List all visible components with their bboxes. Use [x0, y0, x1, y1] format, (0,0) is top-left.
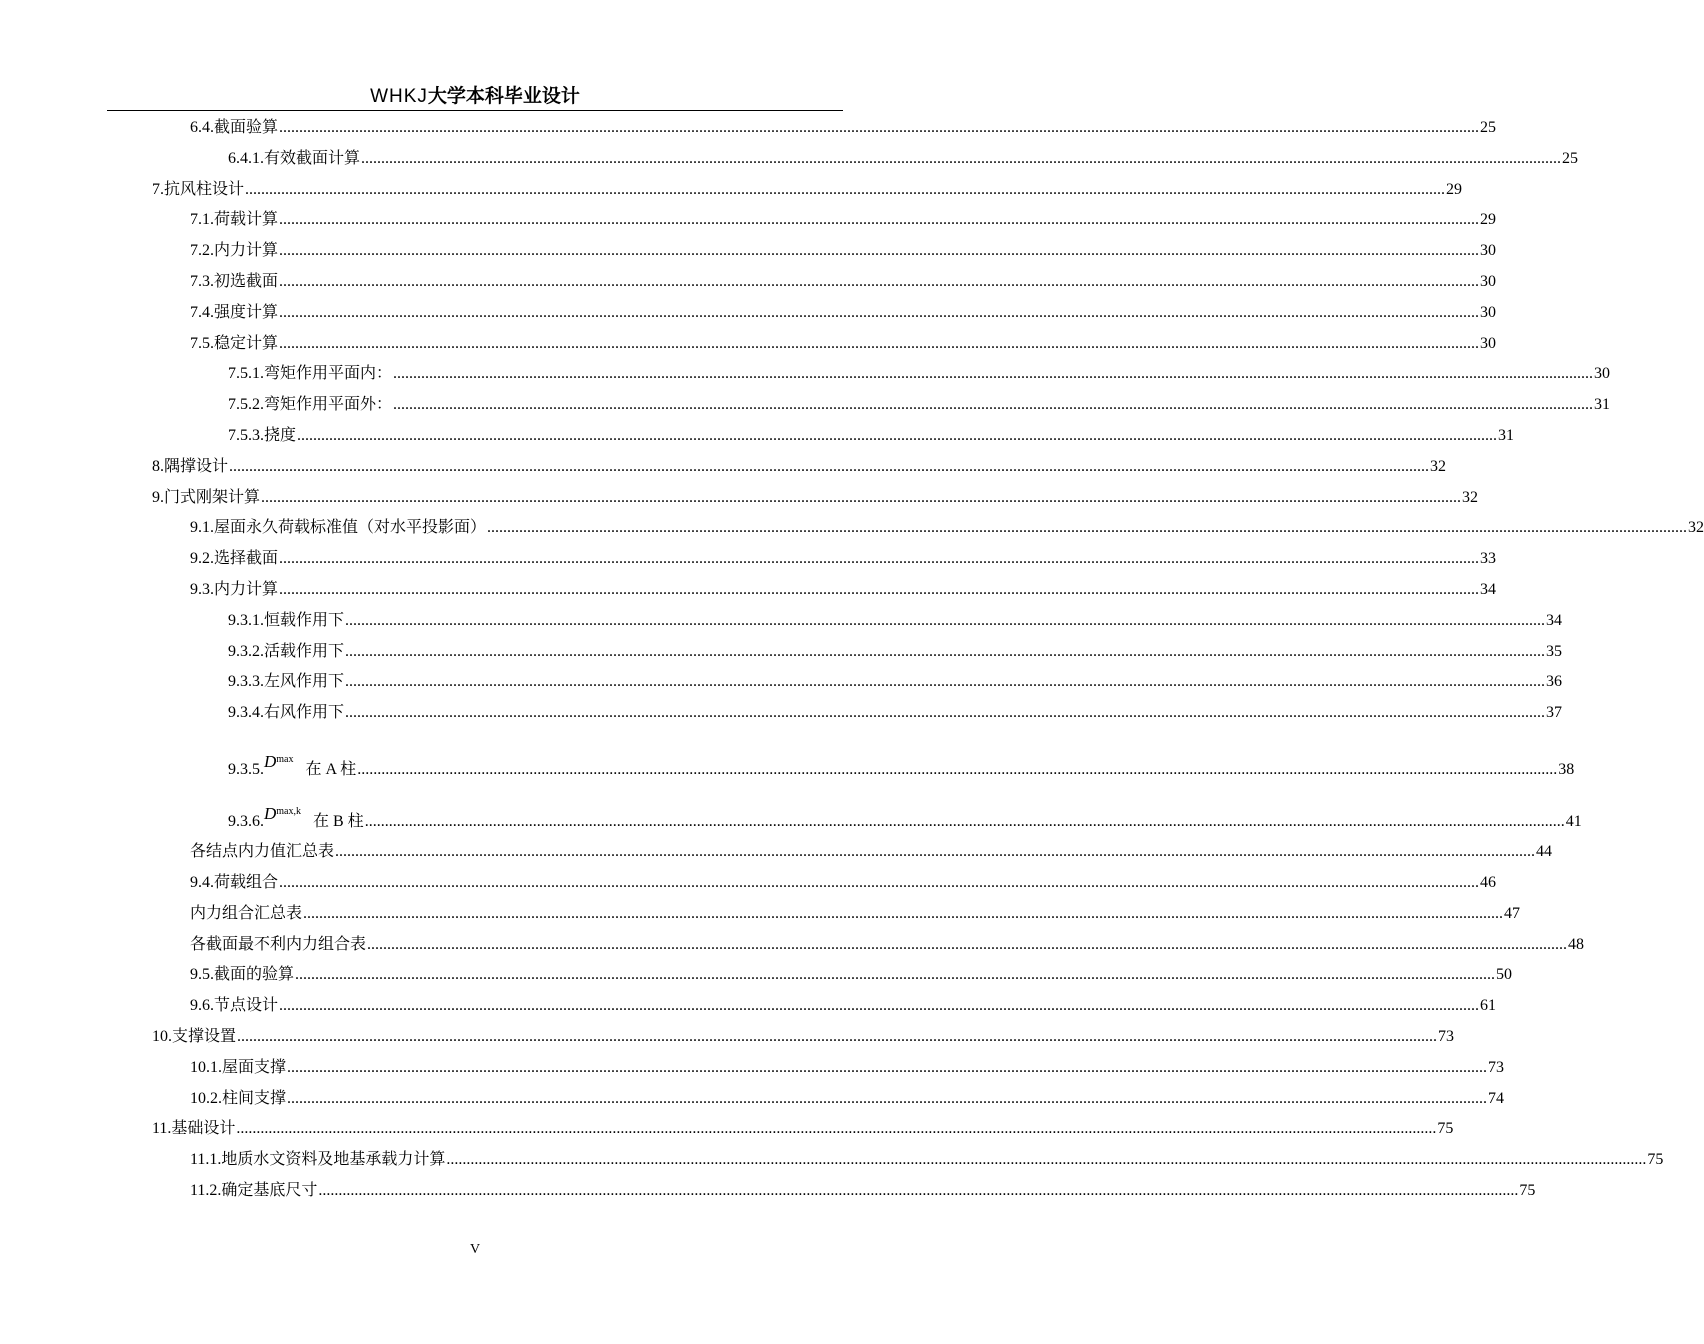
toc-entry[interactable] — [228, 748, 1575, 780]
toc-entry-page: 30 — [1480, 303, 1497, 321]
toc-entry[interactable] — [190, 933, 1585, 955]
toc-entry-number: 9.2. — [190, 550, 214, 568]
toc-entry-title: 右风作用下 — [264, 704, 345, 722]
toc-entry-title: 截面的验算 — [214, 966, 295, 984]
toc-entry-page: 75 — [1437, 1120, 1454, 1138]
toc-entry-page: 38 — [1558, 761, 1575, 779]
toc-entry-number: 9.3.1. — [228, 611, 264, 629]
toc-dot-leader: ............................................................................................................................................................................................................................................................................................................ — [279, 242, 1480, 260]
toc-entry-title: 弯矩作用平面内： — [264, 365, 393, 383]
toc-entry-page: 31 — [1498, 427, 1515, 444]
toc-entry-title: 有效截面计算 — [264, 149, 361, 167]
toc-entry[interactable] — [152, 486, 1479, 508]
toc-entry-title: 屋面永久荷载标准值（对水平投影面） — [214, 519, 487, 537]
toc-entry[interactable] — [190, 270, 1497, 292]
toc-entry[interactable] — [190, 578, 1497, 600]
toc-entry-number: 6.4. — [190, 119, 214, 136]
toc-entry-math-subscript: max — [276, 754, 294, 766]
toc-dot-leader: ............................................................................................................................................................................................................................................................................................................ — [335, 843, 1536, 861]
toc-dot-leader: ............................................................................................................................................................................................................................................................................................................ — [345, 673, 1546, 691]
toc-dot-leader: ............................................................................................................................................................................................................................................................................................................ — [367, 935, 1568, 953]
toc-dot-leader: ............................................................................................................................................................................................................................................................................................................ — [229, 457, 1430, 475]
toc-entry-page: 75 — [1519, 1182, 1536, 1199]
toc-entry[interactable] — [190, 116, 1497, 138]
toc-entry-number: 9.1. — [190, 519, 214, 537]
toc-entry-title: 左风作用下 — [264, 673, 345, 691]
toc-entry-page: 74 — [1488, 1089, 1505, 1107]
toc-entry-number: 7.5.3. — [228, 427, 264, 444]
toc-entry-number: 7.5.2. — [228, 396, 264, 414]
toc-entry-title: 确定基底尺寸 — [221, 1182, 318, 1199]
toc-entry-page: 37 — [1546, 704, 1563, 722]
toc-entry-title: 在 A 柱 — [305, 761, 357, 779]
toc-entry-page: 32 — [1430, 457, 1447, 475]
toc-entry-number: 9.5. — [190, 966, 214, 984]
toc-entry-title: 挠度 — [264, 427, 297, 444]
toc-entry-title: 各截面最不利内力组合表 — [190, 935, 367, 953]
toc-dot-leader: ............................................................................................................................................................................................................................................................................................................ — [345, 642, 1546, 660]
toc-entry-number: 9.6. — [190, 997, 214, 1015]
page-number: V — [469, 1242, 481, 1257]
toc-entry-number: 11. — [152, 1120, 172, 1138]
toc-entry-title: 强度计算 — [214, 303, 279, 321]
toc-dot-leader: ............................................................................................................................................................................................................................................................................................................ — [279, 874, 1480, 891]
toc-entry-number: 9.3.2. — [228, 642, 264, 660]
toc-entry[interactable] — [228, 609, 1563, 631]
toc-entry[interactable] — [228, 424, 1515, 446]
toc-entry-page: 48 — [1568, 935, 1585, 953]
toc-entry-number: 6.4.1. — [228, 149, 264, 167]
toc-entry-title: 活载作用下 — [264, 642, 345, 660]
toc-entry[interactable] — [228, 393, 1611, 415]
toc-entry-title: 初选截面 — [214, 273, 279, 290]
toc-entry-title: 截面验算 — [214, 119, 279, 136]
toc-entry[interactable] — [190, 1148, 1664, 1170]
toc-dot-leader: ............................................................................................................................................................................................................................................................................................................ — [279, 997, 1480, 1015]
toc-entry[interactable] — [190, 208, 1497, 230]
toc-entry-title: 支撑设置 — [172, 1028, 237, 1045]
toc-entry-title: 隅撑设计 — [164, 457, 229, 475]
toc-entry-title: 基础设计 — [171, 1120, 236, 1138]
toc-dot-leader: ............................................................................................................................................................................................................................................................................................................ — [245, 180, 1446, 198]
toc-entry[interactable] — [152, 455, 1447, 477]
toc-entry-number: 9.3. — [190, 581, 214, 598]
toc-entry-title: 荷载组合 — [214, 874, 279, 891]
toc-entry-page: 32 — [1462, 488, 1479, 506]
toc-entry-page: 30 — [1480, 242, 1497, 260]
toc-entry-title: 稳定计算 — [214, 334, 279, 352]
toc-entry-title: 内力组合汇总表 — [190, 904, 303, 922]
toc-dot-leader: ............................................................................................................................................................................................................................................................................................................ — [279, 211, 1480, 229]
toc-entry[interactable] — [228, 670, 1563, 692]
toc-entry[interactable] — [190, 963, 1513, 985]
toc-dot-leader: ............................................................................................................................................................................................................................................................................................................ — [236, 1120, 1437, 1138]
toc-entry[interactable] — [190, 332, 1497, 354]
toc-entry-number: 11.2. — [190, 1182, 222, 1199]
toc-dot-leader: ............................................................................................................................................................................................................................................................................................................ — [345, 611, 1546, 629]
toc-entry-title: 各结点内力值汇总表 — [190, 843, 335, 861]
toc-entry-page: 30 — [1480, 334, 1497, 352]
toc-entry-page: 34 — [1480, 581, 1497, 598]
toc-entry-page: 33 — [1480, 550, 1497, 568]
toc-entry[interactable] — [190, 871, 1497, 893]
toc-entry[interactable] — [190, 547, 1497, 569]
toc-entry-page: 25 — [1562, 149, 1579, 167]
toc-entry-page: 50 — [1496, 966, 1513, 984]
toc-entry-page: 32 — [1688, 519, 1704, 537]
page-header — [107, 84, 843, 111]
toc-entry-page: 34 — [1546, 611, 1563, 629]
toc-entry[interactable] — [190, 301, 1497, 323]
toc-entry[interactable] — [228, 362, 1611, 384]
toc-entry-page: 36 — [1546, 673, 1563, 691]
toc-entry-page: 30 — [1480, 273, 1497, 290]
toc-entry-number: 9.3.5. — [228, 761, 264, 779]
toc-dot-leader: ............................................................................................................................................................................................................................................................................................................ — [364, 813, 1565, 831]
toc-entry-number: 9.3.6. — [228, 813, 264, 831]
toc-entry[interactable] — [152, 1117, 1454, 1139]
toc-dot-leader: ............................................................................................................................................................................................................................................................................................................ — [487, 519, 1688, 537]
toc-entry-number: 7.2. — [190, 242, 214, 260]
toc-entry-title: 屋面支撑 — [222, 1058, 287, 1076]
header-title: 大学本科毕业设计 — [427, 85, 580, 107]
toc-dot-leader: ............................................................................................................................................................................................................................................................................................................ — [287, 1089, 1488, 1107]
toc-entry-page: 35 — [1546, 642, 1563, 660]
toc-dot-leader: ............................................................................................................................................................................................................................................................................................................ — [345, 704, 1546, 722]
toc-entry[interactable] — [190, 516, 1704, 538]
toc-entry-number: 10.2. — [190, 1089, 222, 1107]
toc-entry-page: 73 — [1438, 1028, 1455, 1045]
toc-entry-title: 抗风柱设计 — [164, 180, 245, 198]
toc-dot-leader: ............................................................................................................................................................................................................................................................................................................ — [279, 119, 1480, 136]
toc-entry-title: 选择截面 — [214, 550, 279, 568]
toc-entry-title: 内力计算 — [214, 242, 279, 260]
toc-dot-leader: ............................................................................................................................................................................................................................................................................................................ — [279, 273, 1480, 290]
toc-entry-page: 47 — [1504, 904, 1521, 922]
toc-entry-math-subscript: max,k — [276, 806, 301, 818]
toc-entry-page: 46 — [1480, 874, 1497, 891]
toc-entry-number: 7.5. — [190, 334, 214, 352]
toc-entry-math-variable: D — [264, 804, 277, 824]
toc-entry[interactable] — [190, 1179, 1536, 1201]
header-latin: WHKJ — [370, 86, 428, 107]
toc-entry-page: 31 — [1594, 396, 1611, 414]
toc-entry-math-variable: D — [264, 752, 277, 772]
toc-entry[interactable] — [228, 640, 1563, 662]
toc-entry-number: 9.3.4. — [228, 704, 264, 722]
toc-entry[interactable] — [190, 902, 1521, 924]
toc-entry[interactable] — [190, 994, 1497, 1016]
toc-entry-number: 9. — [152, 488, 164, 506]
toc-entry-number: 7.3. — [190, 273, 214, 290]
toc-dot-leader: ............................................................................................................................................................................................................................................................................................................ — [357, 761, 1558, 779]
toc-entry[interactable] — [228, 147, 1579, 169]
toc-entry-number: 7. — [152, 180, 164, 198]
toc-dot-leader: ............................................................................................................................................................................................................................................................................................................ — [279, 303, 1480, 321]
toc-entry-page: 29 — [1446, 180, 1463, 198]
toc-entry-number: 11.1. — [190, 1151, 222, 1169]
toc-entry-page: 25 — [1480, 119, 1497, 136]
toc-entry-number: 8. — [152, 457, 164, 475]
toc-entry-number: 7.4. — [190, 303, 214, 321]
toc-dot-leader: ............................................................................................................................................................................................................................................................................................................ — [261, 488, 1462, 506]
toc-dot-leader: ............................................................................................................................................................................................................................................................................................................ — [393, 396, 1594, 414]
toc-entry-number: 7.1. — [190, 211, 214, 229]
toc-dot-leader: ............................................................................................................................................................................................................................................................................................................ — [303, 904, 1504, 922]
toc-dot-leader: ............................................................................................................................................................................................................................................................................................................ — [279, 550, 1480, 568]
toc-entry-page: 30 — [1594, 365, 1611, 383]
toc-entry-page: 61 — [1480, 997, 1497, 1015]
toc-entry-title: 节点设计 — [214, 997, 279, 1015]
toc-entry-title: 门式刚架计算 — [164, 488, 261, 506]
toc-entry-page: 29 — [1480, 211, 1497, 229]
toc-entry[interactable] — [152, 178, 1463, 200]
toc-dot-leader: ............................................................................................................................................................................................................................................................................................................ — [287, 1058, 1488, 1076]
toc-entry-title: 内力计算 — [214, 581, 279, 598]
toc-entry-page: 73 — [1488, 1058, 1505, 1076]
toc-dot-leader: ............................................................................................................................................................................................................................................................................................................ — [237, 1028, 1438, 1045]
toc-entry[interactable] — [190, 239, 1497, 261]
toc-dot-leader: ............................................................................................................................................................................................................................................................................................................ — [295, 966, 1496, 984]
toc-dot-leader: ............................................................................................................................................................................................................................................................................................................ — [446, 1151, 1647, 1169]
toc-entry[interactable] — [228, 701, 1563, 723]
toc-dot-leader: ............................................................................................................................................................................................................................................................................................................ — [297, 427, 1498, 444]
toc-dot-leader: ............................................................................................................................................................................................................................................................................................................ — [279, 581, 1480, 598]
toc-entry-number: 9.3.3. — [228, 673, 264, 691]
toc-entry-number: 9.4. — [190, 874, 214, 891]
toc-dot-leader: ............................................................................................................................................................................................................................................................................................................ — [361, 149, 1562, 167]
toc-entry[interactable] — [190, 840, 1553, 862]
toc-entry[interactable] — [152, 1025, 1455, 1047]
toc-entry-title: 地质水文资料及地基承载力计算 — [221, 1151, 446, 1169]
toc-entry-page: 75 — [1647, 1151, 1664, 1169]
toc-entry[interactable] — [190, 1056, 1505, 1078]
toc-dot-leader: ............................................................................................................................................................................................................................................................................................................ — [279, 334, 1480, 352]
table-of-contents — [0, 111, 1704, 1211]
toc-entry-title: 柱间支撑 — [222, 1089, 287, 1107]
toc-dot-leader: ............................................................................................................................................................................................................................................................................................................ — [393, 365, 1594, 383]
toc-entry-title: 荷载计算 — [214, 211, 279, 229]
toc-entry[interactable] — [228, 800, 1582, 832]
toc-entry-number: 7.5.1. — [228, 365, 264, 383]
toc-entry-page: 44 — [1536, 843, 1553, 861]
toc-entry-page: 41 — [1565, 813, 1582, 831]
toc-entry-title: 恒载作用下 — [264, 611, 345, 629]
toc-entry-title: 弯矩作用平面外： — [264, 396, 393, 414]
toc-entry-title: 在 B 柱 — [313, 813, 364, 831]
toc-entry-number: 10. — [152, 1028, 172, 1045]
toc-dot-leader: ............................................................................................................................................................................................................................................................................................................ — [318, 1182, 1519, 1199]
toc-entry[interactable] — [190, 1087, 1505, 1109]
toc-entry-number: 10.1. — [190, 1058, 222, 1076]
